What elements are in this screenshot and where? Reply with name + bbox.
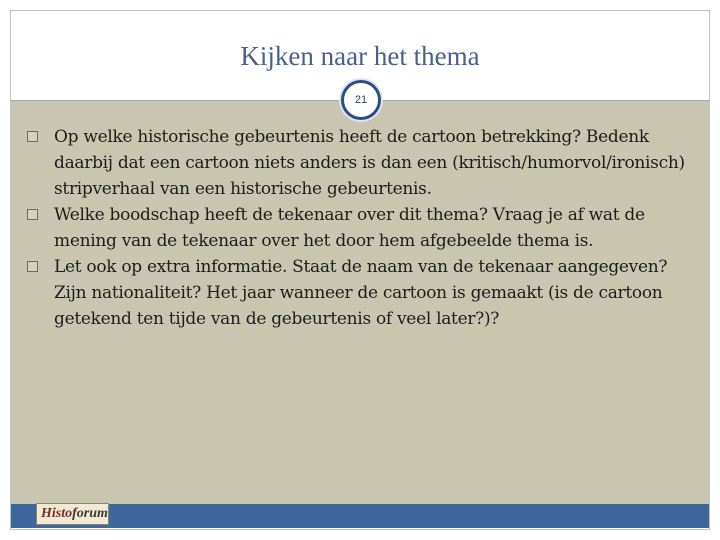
footer-bar [11,504,709,528]
page-number: 21 [354,94,368,106]
bullet-text: Welke boodschap heeft de tekenaar over dit thema? Vraag je af wat de mening van de tekenaar over het door hem afgebeelde thema is. [54,205,645,251]
histoforum-logo [36,503,109,525]
square-bullet-icon [27,209,38,220]
list-item [34,124,694,202]
slide-title: Kijken naar het thema [240,41,480,71]
page-number-badge [341,80,381,120]
bullet-text: Op welke historische gebeurtenis heeft de cartoon betrekking? Bedenk daarbij dat een cartoon niets anders is dan een (kritisch/humorvol/ironisch) stripverhaal van een historische gebeurtenis. [54,127,685,199]
bullet-list [34,124,694,332]
list-item [34,202,694,254]
square-bullet-icon [27,261,38,272]
bullet-text: Let ook op extra informatie. Staat de naam van de tekenaar aangegeven? Zijn nationaliteit? Het jaar wanneer de cartoon is gemaakt (is de cartoon getekend ten tijde van de gebeurtenis of veel later?)? [54,257,668,329]
logo-text-histo: Histo [41,506,73,521]
logo-text-forum: forum [72,506,108,521]
square-bullet-icon [27,131,38,142]
list-item [34,254,694,332]
